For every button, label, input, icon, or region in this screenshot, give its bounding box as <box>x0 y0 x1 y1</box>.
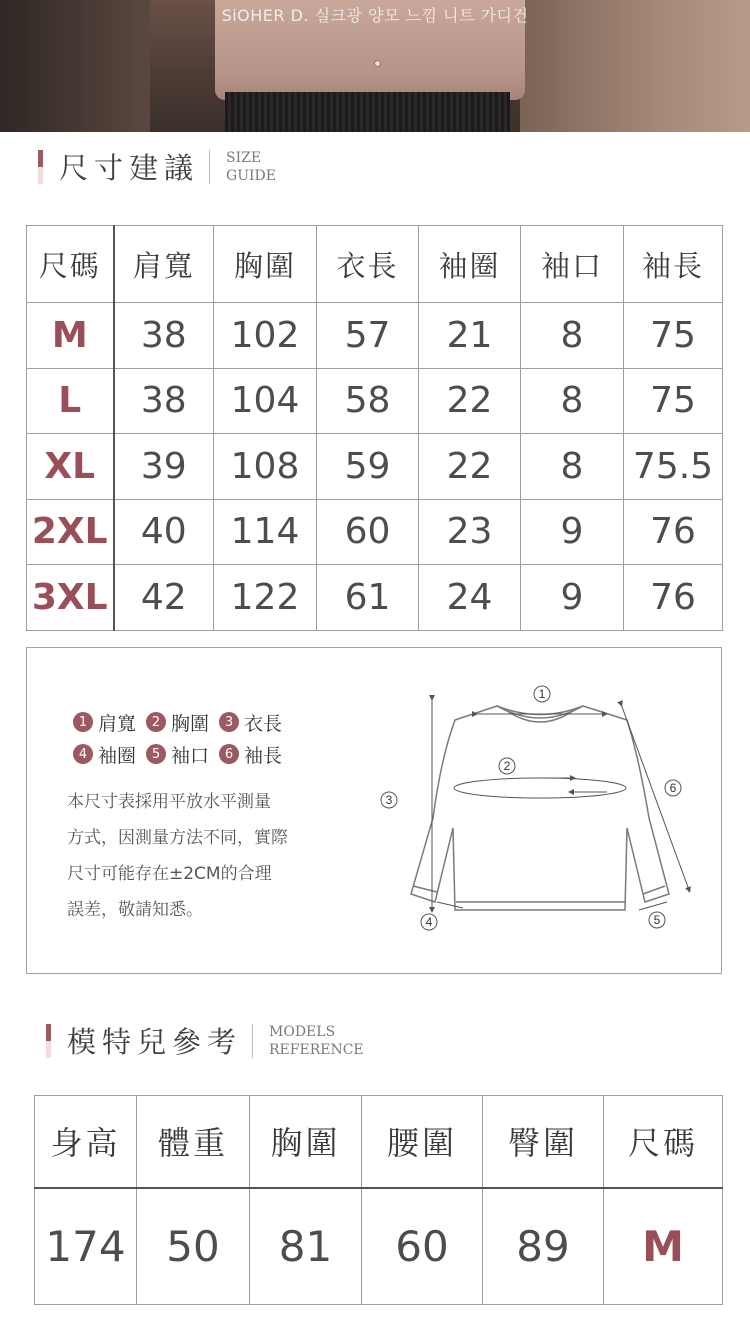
table-cell: 76 <box>624 499 723 565</box>
table-cell: 40 <box>114 499 214 565</box>
table-cell: 102 <box>214 303 317 369</box>
table-cell: 58 <box>317 368 419 434</box>
table-cell: 57 <box>317 303 419 369</box>
chest-measure-line <box>454 778 626 798</box>
table-row <box>27 499 723 565</box>
legend-item <box>219 709 282 736</box>
note-line: 本尺寸表採用平放水平測量 <box>67 792 271 812</box>
table-row <box>27 434 723 500</box>
legend-label: 胸圍 <box>171 712 210 735</box>
header-cell: 袖口 <box>521 226 624 303</box>
size-guide-title: 尺寸建議 <box>59 151 200 185</box>
table-cell: 75.5 <box>624 434 723 500</box>
svg-text:3: 3 <box>385 793 393 807</box>
diagram-marker-1 <box>534 686 550 702</box>
legend-row <box>73 738 292 770</box>
number-badge-icon: 2 <box>146 712 166 732</box>
table-row <box>27 565 723 631</box>
diagram-marker-6 <box>665 780 681 796</box>
table-row <box>35 1188 723 1305</box>
svg-text:1: 1 <box>538 687 546 701</box>
header-cell: 體重 <box>137 1096 250 1188</box>
svg-text:2: 2 <box>503 759 511 773</box>
header-cell: 身高 <box>35 1096 137 1188</box>
diagram-marker-2 <box>499 758 515 774</box>
header-accent-bar <box>46 1024 51 1058</box>
table-cell: 9 <box>521 565 624 631</box>
measurement-legend <box>73 706 292 770</box>
table-cell: 81 <box>250 1188 362 1305</box>
size-label: L <box>27 368 114 434</box>
size-label: XL <box>27 434 114 500</box>
table-cell: 38 <box>114 368 214 434</box>
note-line: 方式，因測量方法不同，實際 <box>67 828 288 848</box>
cardigan-button <box>374 60 381 67</box>
model-reference-header <box>46 1020 364 1061</box>
diagram-marker-5 <box>649 912 665 928</box>
size-guide-subtitle-line1: SIZE <box>226 149 262 166</box>
svg-text:6: 6 <box>669 781 677 795</box>
table-cell: 42 <box>114 565 214 631</box>
size-label: 2XL <box>27 499 114 565</box>
table-cell: 39 <box>114 434 214 500</box>
model-reference-subtitle-line1: MODELS <box>269 1023 336 1040</box>
header-cell: 胸圍 <box>214 226 317 303</box>
sleeve-measure-line <box>621 704 689 890</box>
number-badge-icon: 1 <box>73 712 93 732</box>
legend-label: 袖長 <box>244 744 283 767</box>
sweater-diagram-icon <box>377 678 697 948</box>
model-size-value: M <box>604 1188 723 1305</box>
table-cell: 61 <box>317 565 419 631</box>
banner-caption: SiOHER D. 실크광 양모 느낌 니트 가디건 <box>221 6 529 25</box>
table-cell: 114 <box>214 499 317 565</box>
table-cell: 76 <box>624 565 723 631</box>
legend-row <box>73 706 292 738</box>
header-cell: 肩寬 <box>114 226 214 303</box>
table-cell: 8 <box>521 434 624 500</box>
legend-label: 袖圈 <box>98 744 137 767</box>
legend-item <box>219 741 282 768</box>
header-cell: 臀圍 <box>483 1096 604 1188</box>
table-cell: 75 <box>624 303 723 369</box>
model-reference-title: 模特兒參考 <box>67 1025 243 1059</box>
legend-label: 肩寬 <box>98 712 137 735</box>
table-cell: 38 <box>114 303 214 369</box>
header-accent-bar <box>38 150 43 184</box>
cuff-measure-line <box>437 902 463 908</box>
number-badge-icon: 6 <box>219 744 239 764</box>
diagram-marker-3 <box>381 792 397 808</box>
size-guide-header <box>38 146 276 187</box>
armhole-measure-line <box>639 902 667 910</box>
header-cell: 袖圈 <box>419 226 521 303</box>
header-cell: 衣長 <box>317 226 419 303</box>
size-table-header-row <box>27 226 723 303</box>
number-badge-icon: 5 <box>146 744 166 764</box>
table-cell: 22 <box>419 434 521 500</box>
table-cell: 75 <box>624 368 723 434</box>
measuring-guide-box <box>26 647 722 974</box>
size-label: M <box>27 303 114 369</box>
table-cell: 9 <box>521 499 624 565</box>
note-line: 尺寸可能存在±2CM的合理 <box>67 864 272 884</box>
table-cell: 8 <box>521 368 624 434</box>
legend-item <box>73 709 136 736</box>
table-cell: 89 <box>483 1188 604 1305</box>
size-table <box>26 225 723 631</box>
table-cell: 104 <box>214 368 317 434</box>
header-cell: 袖長 <box>624 226 723 303</box>
model-table <box>34 1095 723 1305</box>
header-divider <box>252 1024 253 1058</box>
size-guide-subtitle-line2: GUIDE <box>226 167 276 184</box>
number-badge-icon: 3 <box>219 712 239 732</box>
table-row <box>27 303 723 369</box>
legend-item <box>146 741 209 768</box>
number-badge-icon: 4 <box>73 744 93 764</box>
size-guide-subtitle <box>226 149 276 185</box>
note-line: 誤差，敬請知悉。 <box>67 900 203 920</box>
skirt-photo <box>225 92 510 132</box>
diagram-marker-4 <box>421 914 437 930</box>
table-cell: 174 <box>35 1188 137 1305</box>
measurement-note <box>67 784 337 928</box>
legend-item <box>146 709 209 736</box>
svg-text:5: 5 <box>653 913 661 927</box>
table-cell: 59 <box>317 434 419 500</box>
table-cell: 24 <box>419 565 521 631</box>
model-reference-subtitle-line2: REFERENCE <box>269 1041 364 1058</box>
table-cell: 23 <box>419 499 521 565</box>
header-cell: 胸圍 <box>250 1096 362 1188</box>
svg-text:4: 4 <box>425 915 433 929</box>
header-divider <box>209 150 210 184</box>
size-label: 3XL <box>27 565 114 631</box>
model-table-header-row <box>35 1096 723 1188</box>
table-cell: 22 <box>419 368 521 434</box>
table-cell: 60 <box>317 499 419 565</box>
sweater-outline <box>411 706 669 910</box>
table-row <box>27 368 723 434</box>
header-cell: 尺碼 <box>604 1096 723 1188</box>
table-cell: 122 <box>214 565 317 631</box>
legend-label: 衣長 <box>244 712 283 735</box>
table-cell: 108 <box>214 434 317 500</box>
legend-item <box>73 741 136 768</box>
product-banner-image <box>0 0 750 132</box>
header-cell: 腰圍 <box>362 1096 483 1188</box>
table-cell: 50 <box>137 1188 250 1305</box>
table-cell: 8 <box>521 303 624 369</box>
table-cell: 21 <box>419 303 521 369</box>
legend-label: 袖口 <box>171 744 210 767</box>
model-reference-subtitle <box>269 1023 364 1059</box>
table-cell: 60 <box>362 1188 483 1305</box>
header-cell: 尺碼 <box>27 226 114 303</box>
